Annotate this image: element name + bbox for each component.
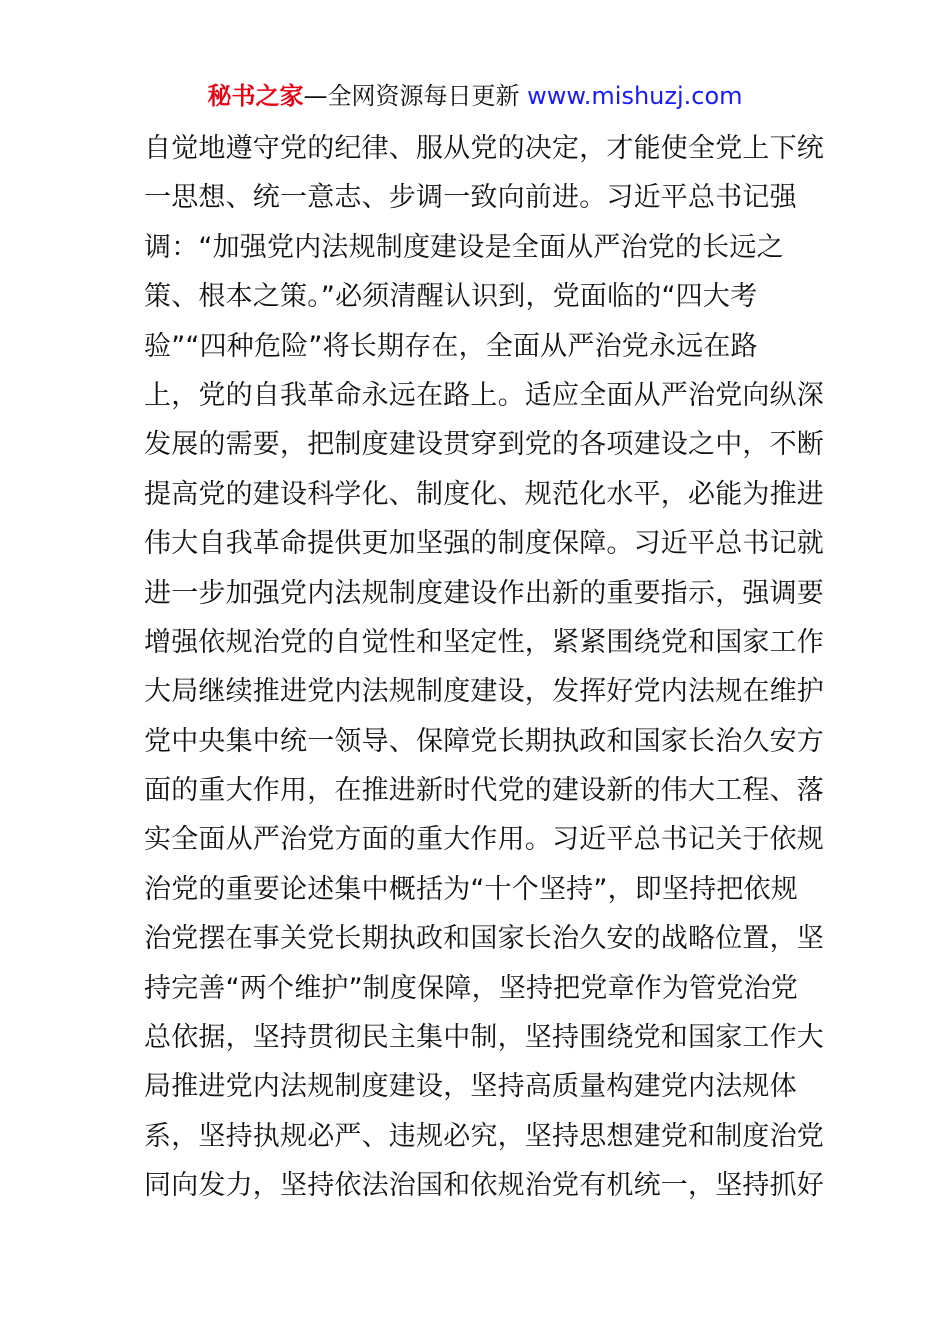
text-line: 治党的重要论述集中概括为“十个坚持”，即坚持把依规 bbox=[144, 873, 798, 905]
text-line: 增强依规治党的自觉性和坚定性，紧紧围绕党和国家工作 bbox=[144, 626, 824, 658]
text-line: 发展的需要，把制度建设贯穿到党的各项建设之中，不断 bbox=[144, 429, 824, 461]
text-line: 党中央集中统一领导、保障党长期执政和国家长治久安方 bbox=[144, 725, 824, 757]
text-line: 上，党的自我革命永远在路上。适应全面从严治党向纵深 bbox=[144, 379, 824, 411]
text-line: 大局继续推进党内法规制度建设，发挥好党内法规在维护 bbox=[144, 676, 824, 708]
text-line: 实全面从严治党方面的重大作用。习近平总书记关于依规 bbox=[144, 824, 824, 856]
text-line: 面的重大作用，在推进新时代党的建设新的伟大工程、落 bbox=[144, 775, 824, 807]
text-line: 策、根本之策。”必须清醒认识到，党面临的“四大考 bbox=[144, 281, 758, 313]
text-line: 进一步加强党内法规制度建设作出新的重要指示，强调要 bbox=[144, 577, 824, 609]
text-line: 提高党的建设科学化、制度化、规范化水平，必能为推进 bbox=[144, 478, 824, 510]
text-line: 系，坚持执规必严、违规必究，坚持思想建党和制度治党 bbox=[144, 1120, 824, 1152]
page-header bbox=[0, 80, 950, 112]
text-line: 持完善“两个维护”制度保障，坚持把党章作为管党治党 bbox=[144, 972, 798, 1004]
text-line: 自觉地遵守党的纪律、服从党的决定，才能使全党上下统 bbox=[144, 133, 824, 164]
text-line: 局推进党内法规制度建设，坚持高质量构建党内法规体 bbox=[144, 1071, 797, 1103]
text-line: 调：“加强党内法规制度建设是全面从严治党的长远之 bbox=[144, 231, 784, 263]
site-brand: 秘书之家 bbox=[207, 82, 304, 110]
text-line: 同向发力，坚持依法治国和依规治党有机统一，坚持抓好 bbox=[144, 1170, 824, 1202]
text-line: 伟大自我革命提供更加坚强的制度保障。习近平总书记就 bbox=[144, 528, 824, 560]
text-line: 总依据，坚持贯彻民主集中制，坚持围绕党和国家工作大 bbox=[144, 1022, 824, 1054]
text-line: 验”“四种危险”将长期存在，全面从严治党永远在路 bbox=[144, 330, 758, 362]
text-line: 治党摆在事关党长期执政和国家长治久安的战略位置，坚 bbox=[144, 923, 824, 955]
site-tagline: —全网资源每日更新 bbox=[303, 82, 528, 110]
document-body bbox=[144, 124, 824, 1211]
text-line: 一思想、统一意志、步调一致向前进。习近平总书记强 bbox=[144, 182, 797, 214]
site-url-link[interactable]: www.mishuzj.com bbox=[527, 82, 743, 110]
